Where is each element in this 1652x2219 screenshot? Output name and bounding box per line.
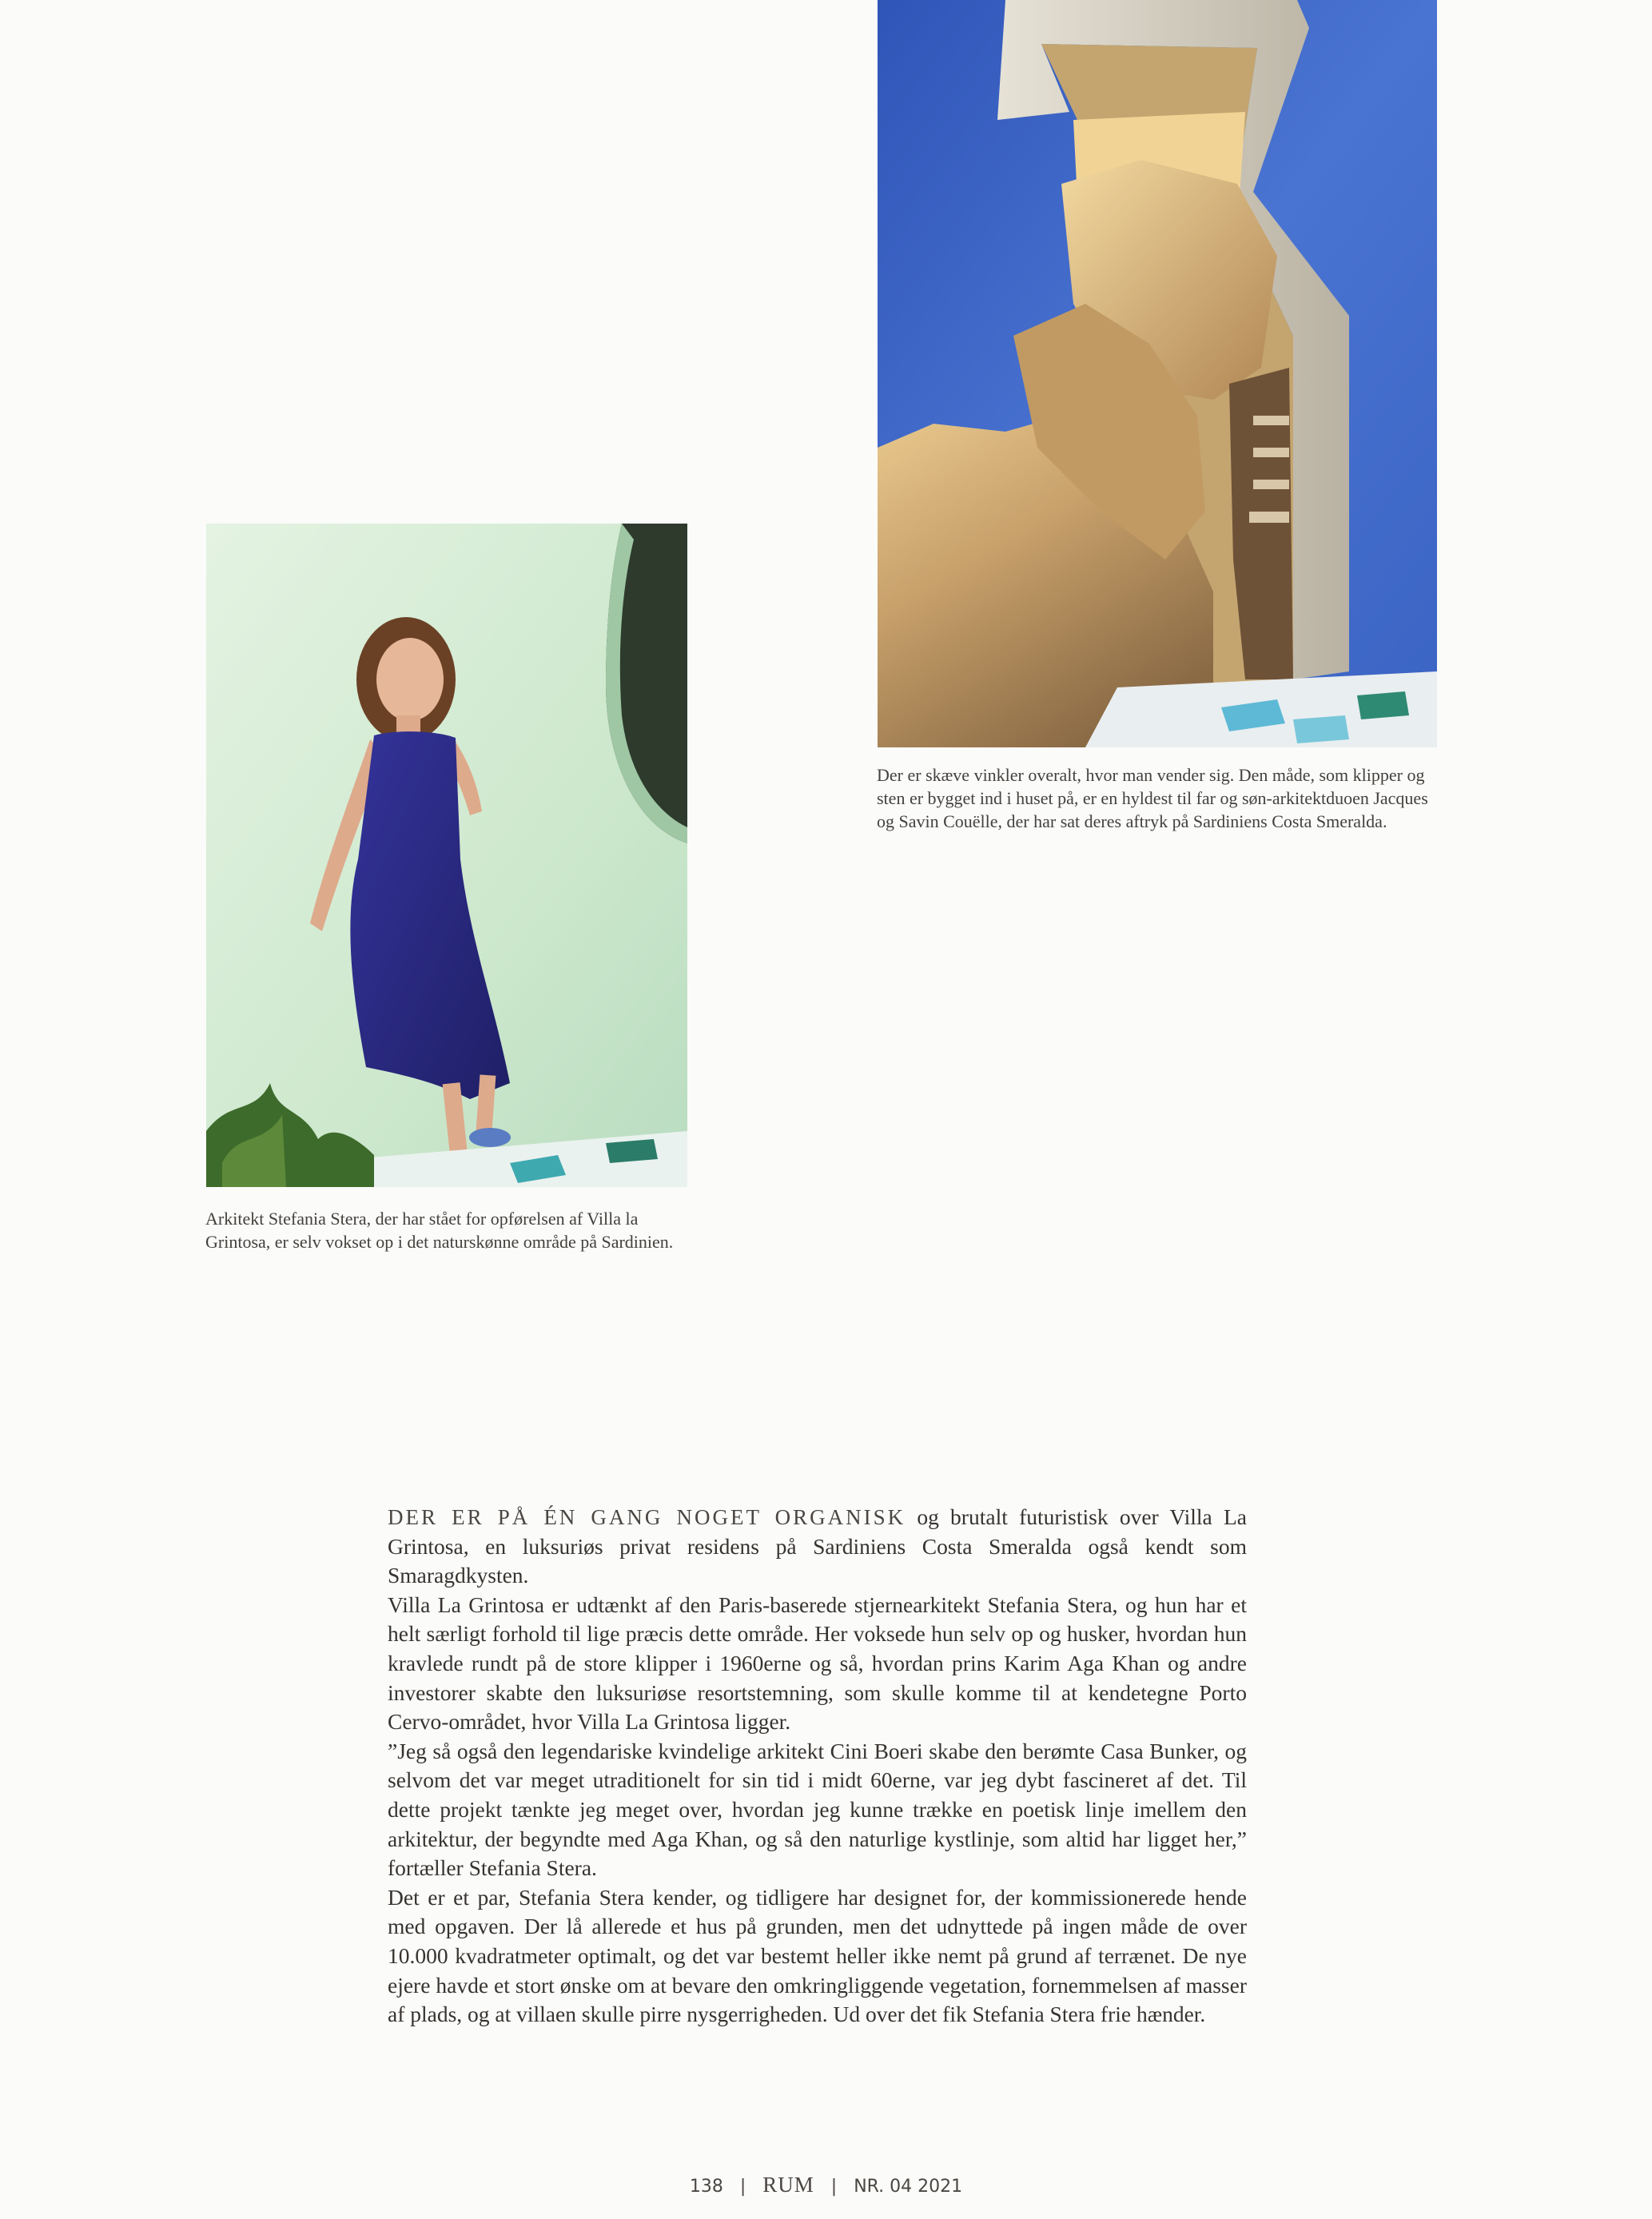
article-paragraph-3: ”Jeg så også den legendariske kvindelige arkitekt Cini Boeri skabe den berømte Casa Bunker, og selvom det var meget utraditionelt for sin tid i midt 60erne, var jeg dybt fascineret af det. Til dette projekt tænkte jeg meget over, hvordan jeg kunne trække en poetisk linje imellem den arkitektur, der begyndte med Aga Khan, og så den naturlige kystlinje, som altid har ligget her,” fortæller Stefania Stera. — [388, 1738, 1247, 1881]
magazine-name: RUM — [762, 2173, 814, 2197]
portrait-illustration — [206, 524, 687, 1187]
article-paragraph-4: Det er et par, Stefania Stera kender, og tidligere har designet for, der kommissionerede hende med opgaven. Der lå allerede et hus på grunden, men det udnyttede på ingen måde de over 10.000 kvadratmeter optimalt, og det var bestemt heller ikke nemt på grund af terrænet. De nye ejere havde et stort ønske om at bevare den omkringliggende vegetation, fornemmelsen af masser af plads, og at villaen skulle pirre nysgerrigheden. Ud over det fik Stefania Stera frie hænder. — [388, 1884, 1247, 2027]
caption-architect-portrait: Arkitekt Stefania Stera, der har stået for opførelsen af Villa la Grintosa, er selv vokset op i det naturskønne område på Sardinien. — [205, 1209, 674, 1252]
page-number: 138 — [689, 2177, 723, 2197]
article-paragraph-1-text: og brutalt futuristisk over Villa La Grintosa, en luksuriøs privat residens på Sardiniens Costa Smeralda også kendt som Smaragdkysten. — [388, 1504, 1247, 1588]
article-paragraph-1 — [388, 1503, 1247, 1591]
article-lead-in: DER ER PÅ ÉN GANG NOGET ORGANISK — [388, 1505, 906, 1529]
article-paragraph-2: Villa La Grintosa er udtænkt af den Paris-baserede stjernearkitekt Stefania Stera, og hun har et helt særligt forhold til lige præcis dette område. Her voksede hun selv op og husker, hvordan hun kravlede rundt på de store klipper i 1960erne og så, hvordan prins Karim Aga Khan og andre investorer skabte den luksuriøse resortstemning, som skulle komme til at kendetegne Porto Cervo-området, hvor Villa La Grintosa ligger. — [388, 1592, 1247, 1735]
photo-stone-doorway — [878, 0, 1437, 747]
folio-separator: | — [830, 2177, 838, 2197]
article-body — [388, 1503, 1247, 2030]
issue-number: NR. 04 2021 — [854, 2177, 963, 2197]
doorway-illustration — [878, 0, 1437, 747]
page-folio — [0, 2173, 1652, 2197]
folio-separator: | — [739, 2177, 746, 2197]
photo-architect-portrait — [206, 524, 687, 1187]
caption-stone-doorway: Der er skæve vinkler overalt, hvor man vender sig. Den måde, som klipper og sten er bygget ind i huset på, er en hyldest til far og søn-arkitektduoen Jacques og Savin Couëlle, der har sat deres aftryk på Sardiniens Costa Smeralda. — [877, 765, 1428, 831]
